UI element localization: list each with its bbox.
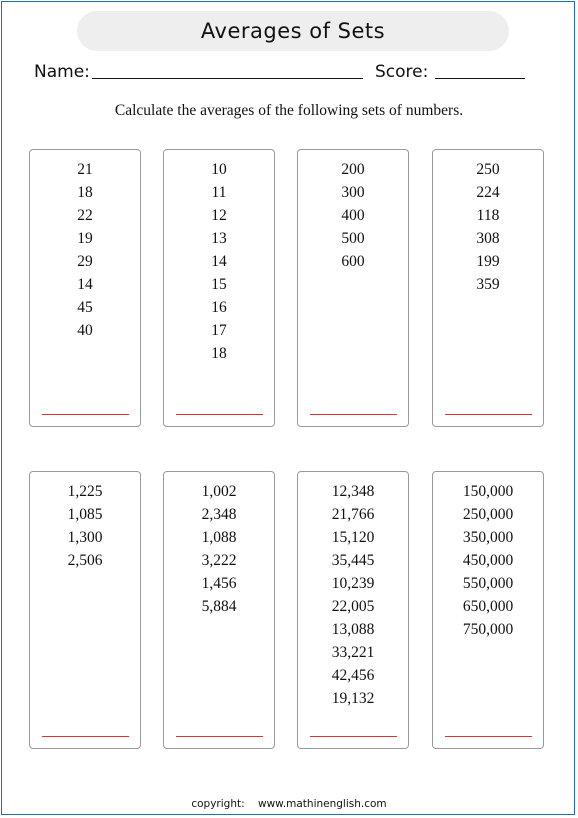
- answer-line[interactable]: [176, 736, 263, 737]
- number-list: [164, 158, 274, 365]
- set-number: 22,005: [331, 598, 375, 615]
- set-number: 1,085: [67, 506, 103, 523]
- number-list: [298, 480, 408, 710]
- set-number: 1,300: [67, 529, 103, 546]
- answer-line[interactable]: [176, 414, 263, 415]
- name-label: Name:: [34, 62, 90, 82]
- set-number: 19: [77, 230, 93, 247]
- set-number: 350,000: [462, 529, 514, 546]
- set-number: 10,239: [331, 575, 375, 592]
- set-number: 29: [77, 253, 93, 270]
- answer-line[interactable]: [445, 414, 532, 415]
- set-number: 550,000: [462, 575, 514, 592]
- set-number: 33,221: [331, 644, 375, 661]
- set-number: 21: [77, 161, 93, 178]
- set-number: 224: [476, 184, 500, 201]
- score-field-line[interactable]: [435, 78, 525, 79]
- set-number: 12,348: [331, 483, 375, 500]
- number-list: [298, 158, 408, 273]
- number-list: [433, 480, 543, 641]
- set-number: 17: [211, 322, 227, 339]
- answer-line[interactable]: [310, 414, 397, 415]
- number-set-card: [432, 471, 544, 749]
- name-field-line[interactable]: [92, 78, 363, 79]
- set-number: 250: [476, 161, 500, 178]
- answer-line[interactable]: [42, 736, 129, 737]
- set-number: 22: [77, 207, 93, 224]
- number-set-card: [163, 149, 275, 427]
- set-number: 400: [341, 207, 365, 224]
- set-number: 1,002: [201, 483, 237, 500]
- set-number: 118: [476, 207, 500, 224]
- set-number: 15: [211, 276, 227, 293]
- answer-line[interactable]: [445, 736, 532, 737]
- answer-line[interactable]: [310, 736, 397, 737]
- set-number: 359: [476, 276, 500, 293]
- set-number: 3,222: [201, 552, 237, 569]
- worksheet-title: Averages of Sets: [77, 11, 509, 51]
- set-number: 21,766: [331, 506, 375, 523]
- number-set-card: [29, 471, 141, 749]
- set-number: 650,000: [462, 598, 514, 615]
- set-number: 150,000: [462, 483, 514, 500]
- set-number: 250,000: [462, 506, 514, 523]
- set-number: 200: [341, 161, 365, 178]
- set-number: 600: [341, 253, 365, 270]
- number-set-card: [163, 471, 275, 749]
- set-number: 750,000: [462, 621, 514, 638]
- set-number: 450,000: [462, 552, 514, 569]
- footer-copyright-label: copyright:: [191, 798, 245, 810]
- answer-line[interactable]: [42, 414, 129, 415]
- set-number: 1,225: [67, 483, 103, 500]
- set-number: 18: [77, 184, 93, 201]
- set-number: 45: [77, 299, 93, 316]
- set-number: 5,884: [201, 598, 237, 615]
- set-number: 18: [211, 345, 227, 362]
- set-number: 12: [211, 207, 227, 224]
- set-number: 2,348: [201, 506, 237, 523]
- set-number: 500: [341, 230, 365, 247]
- set-number: 16: [211, 299, 227, 316]
- set-number: 42,456: [331, 667, 375, 684]
- set-number: 10: [211, 161, 227, 178]
- set-number: 14: [211, 253, 227, 270]
- number-list: [30, 480, 140, 572]
- set-number: 1,456: [201, 575, 237, 592]
- footer: [0, 798, 578, 810]
- set-number: 308: [476, 230, 500, 247]
- number-set-card: [29, 149, 141, 427]
- number-set-card: [432, 149, 544, 427]
- set-number: 35,445: [331, 552, 375, 569]
- set-number: 13: [211, 230, 227, 247]
- set-number: 14: [77, 276, 93, 293]
- set-number: 13,088: [331, 621, 375, 638]
- number-set-card: [297, 149, 409, 427]
- number-list: [433, 158, 543, 296]
- set-number: 1,088: [201, 529, 237, 546]
- set-number: 2,506: [67, 552, 103, 569]
- set-number: 19,132: [331, 690, 375, 707]
- number-list: [164, 480, 274, 618]
- set-number: 15,120: [331, 529, 375, 546]
- set-number: 40: [77, 322, 93, 339]
- name-score-row: [34, 60, 534, 86]
- number-set-card: [297, 471, 409, 749]
- set-number: 300: [341, 184, 365, 201]
- set-number: 199: [476, 253, 500, 270]
- score-label: Score:: [375, 62, 429, 82]
- instruction-text: Calculate the averages of the following sets of numbers.: [114, 102, 464, 119]
- number-list: [30, 158, 140, 342]
- set-number: 11: [211, 184, 227, 201]
- footer-site: www.mathinenglish.com: [258, 798, 387, 810]
